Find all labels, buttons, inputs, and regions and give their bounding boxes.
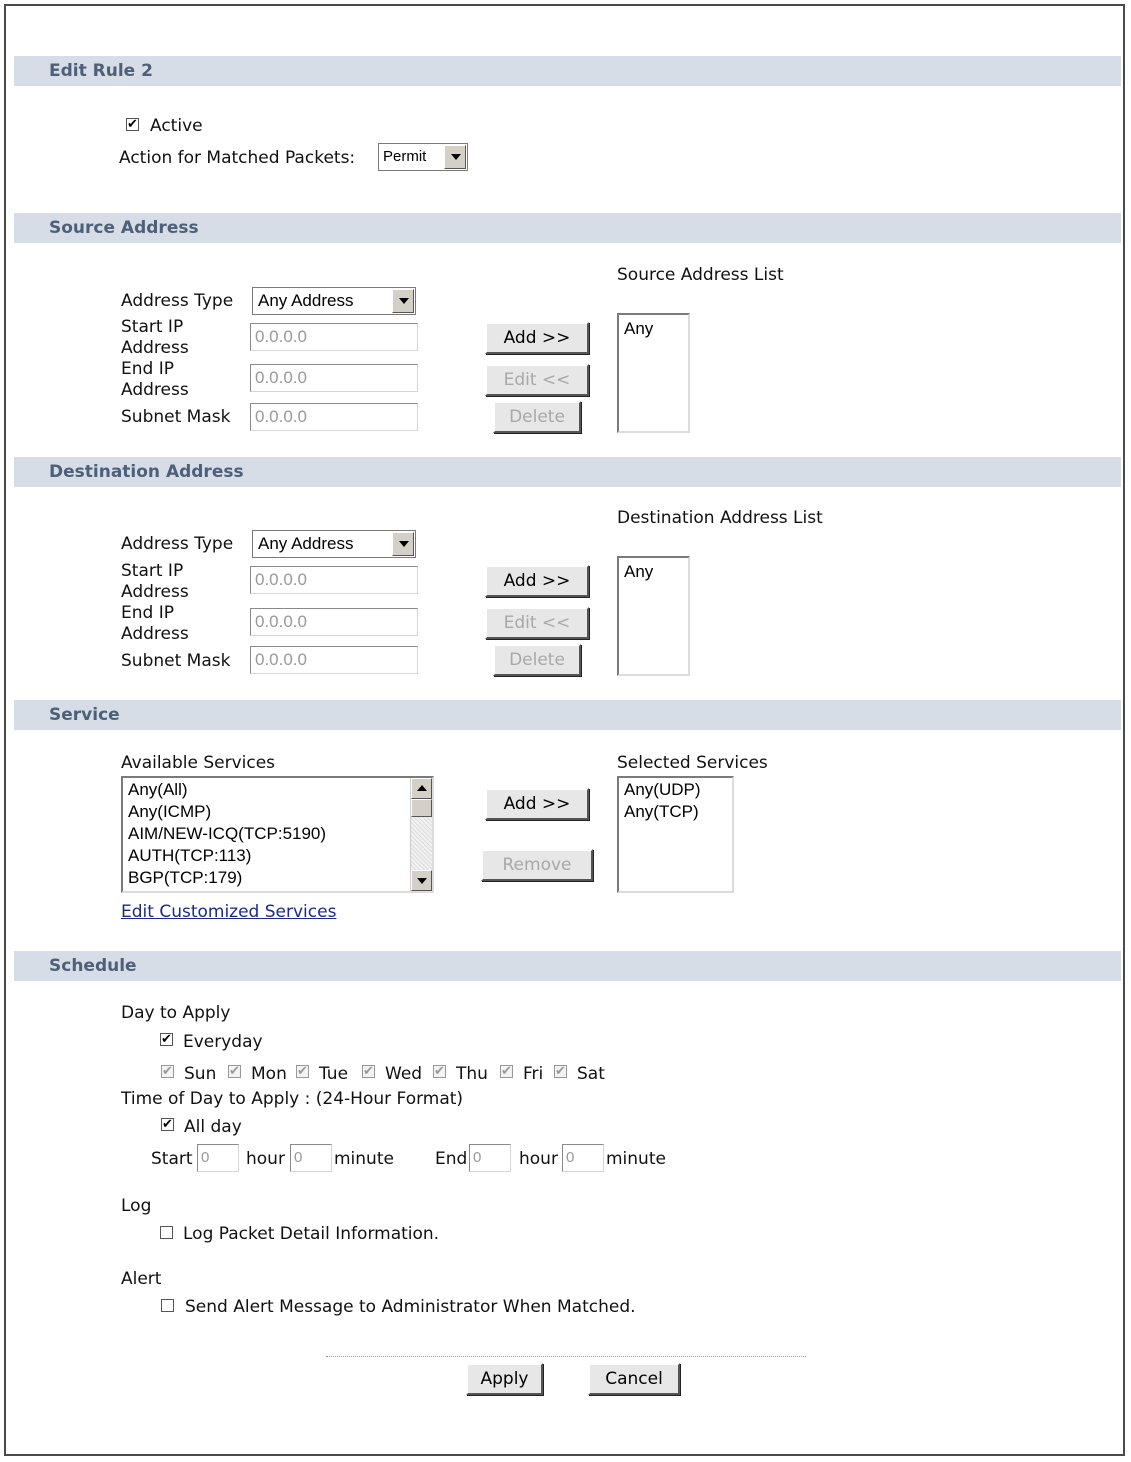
- section-title-destination: Destination Address: [49, 462, 244, 482]
- thu-checkbox[interactable]: [433, 1065, 446, 1078]
- section-title-schedule: Schedule: [49, 956, 137, 976]
- destination-end-ip-label-line1: End IP: [121, 603, 174, 623]
- destination-address-type-label: Address Type: [121, 534, 234, 554]
- service-add-button[interactable]: Add >>: [485, 788, 589, 820]
- source-end-ip-input[interactable]: 0.0.0.0: [250, 364, 418, 392]
- destination-address-type-value: Any Address: [258, 534, 354, 553]
- list-item[interactable]: Any(ICMP): [128, 802, 212, 821]
- footer-divider: [326, 1356, 806, 1357]
- source-start-ip-input[interactable]: 0.0.0.0: [250, 323, 418, 351]
- chevron-down-icon: [392, 289, 414, 313]
- mon-label: Mon: [251, 1064, 287, 1084]
- end-time-label: End: [435, 1149, 468, 1169]
- scroll-thumb[interactable]: [411, 799, 432, 817]
- source-edit-button[interactable]: Edit <<: [485, 364, 589, 396]
- destination-start-ip-input[interactable]: 0.0.0.0: [250, 566, 418, 594]
- time-of-day-label: Time of Day to Apply : (24-Hour Format): [121, 1089, 464, 1109]
- section-header-destination: [14, 457, 1121, 487]
- tue-label: Tue: [319, 1064, 349, 1084]
- list-item[interactable]: Any(All): [128, 780, 188, 799]
- start-minute-label: minute: [334, 1149, 394, 1169]
- sun-label: Sun: [184, 1064, 217, 1084]
- source-start-ip-label-line2: Address: [121, 338, 189, 358]
- list-item[interactable]: AUTH(TCP:113): [128, 846, 252, 865]
- log-title: Log: [121, 1196, 152, 1216]
- sat-label: Sat: [577, 1064, 605, 1084]
- action-select[interactable]: [378, 143, 468, 171]
- sat-checkbox[interactable]: [554, 1065, 567, 1078]
- fri-label: Fri: [523, 1064, 544, 1084]
- active-checkbox[interactable]: [126, 118, 139, 131]
- all-day-label: All day: [184, 1117, 242, 1137]
- list-item[interactable]: Any(UDP): [624, 780, 701, 799]
- sun-checkbox[interactable]: [161, 1065, 174, 1078]
- section-header-schedule: [14, 951, 1121, 981]
- destination-address-list[interactable]: [617, 556, 690, 676]
- source-end-ip-label: [121, 359, 189, 401]
- start-hour-input[interactable]: 0: [197, 1144, 239, 1172]
- day-to-apply-label: Day to Apply: [121, 1003, 231, 1023]
- alert-option-label: Send Alert Message to Administrator When Matched.: [185, 1297, 636, 1317]
- destination-start-ip-label: [121, 561, 189, 603]
- source-end-ip-label-line2: Address: [121, 380, 189, 400]
- destination-end-ip-label-line2: Address: [121, 624, 189, 644]
- source-end-ip-label-line1: End IP: [121, 359, 174, 379]
- end-minute-label: minute: [606, 1149, 666, 1169]
- destination-start-ip-label-line2: Address: [121, 582, 189, 602]
- wed-label: Wed: [385, 1064, 423, 1084]
- start-minute-input[interactable]: 0: [290, 1144, 332, 1172]
- list-item[interactable]: Any: [624, 319, 654, 338]
- action-label: Action for Matched Packets:: [119, 148, 356, 168]
- destination-end-ip-input[interactable]: 0.0.0.0: [250, 608, 418, 636]
- destination-add-button[interactable]: Add >>: [485, 565, 589, 597]
- fri-checkbox[interactable]: [500, 1065, 513, 1078]
- section-title-edit-rule: Edit Rule 2: [49, 61, 153, 81]
- source-delete-button[interactable]: Delete: [493, 401, 581, 433]
- cancel-button[interactable]: Cancel: [588, 1363, 680, 1395]
- destination-edit-button[interactable]: Edit <<: [485, 607, 589, 639]
- available-services-list[interactable]: [121, 776, 434, 893]
- source-address-type-value: Any Address: [258, 291, 354, 310]
- source-address-list[interactable]: [617, 313, 690, 433]
- everyday-checkbox[interactable]: [160, 1033, 173, 1046]
- section-header-service: [14, 700, 1121, 730]
- chevron-down-icon: [392, 532, 414, 556]
- source-list-title: Source Address List: [617, 265, 784, 285]
- source-subnet-label: Subnet Mask: [121, 407, 231, 427]
- scroll-track[interactable]: [411, 817, 432, 870]
- selected-services-title: Selected Services: [617, 753, 768, 773]
- destination-list-title: Destination Address List: [617, 508, 823, 528]
- source-add-button[interactable]: Add >>: [485, 322, 589, 354]
- tue-checkbox[interactable]: [296, 1065, 309, 1078]
- scroll-up-icon[interactable]: [411, 778, 432, 799]
- destination-address-type-select[interactable]: [252, 530, 416, 558]
- log-option-label: Log Packet Detail Information.: [183, 1224, 440, 1244]
- apply-button[interactable]: Apply: [466, 1363, 543, 1395]
- source-start-ip-label: [121, 317, 189, 359]
- end-hour-label: hour: [519, 1149, 558, 1169]
- thu-label: Thu: [456, 1064, 488, 1084]
- log-checkbox[interactable]: [160, 1226, 173, 1239]
- source-subnet-input[interactable]: 0.0.0.0: [250, 403, 418, 431]
- alert-checkbox[interactable]: [161, 1299, 174, 1312]
- section-title-service: Service: [49, 705, 120, 725]
- destination-subnet-input[interactable]: 0.0.0.0: [250, 646, 418, 674]
- list-item[interactable]: Any(TCP): [624, 802, 699, 821]
- source-start-ip-label-line1: Start IP: [121, 317, 184, 337]
- section-header-source: [14, 213, 1121, 243]
- available-services-title: Available Services: [121, 753, 276, 773]
- list-item[interactable]: AIM/NEW-ICQ(TCP:5190): [128, 824, 327, 843]
- destination-subnet-label: Subnet Mask: [121, 651, 231, 671]
- selected-services-list[interactable]: [617, 776, 734, 893]
- end-minute-input[interactable]: 0: [562, 1144, 604, 1172]
- destination-start-ip-label-line1: Start IP: [121, 561, 184, 581]
- active-label: Active: [150, 116, 203, 136]
- action-select-value: Permit: [383, 148, 427, 165]
- source-address-type-select[interactable]: [252, 287, 416, 315]
- destination-end-ip-label: [121, 603, 189, 645]
- list-item[interactable]: BGP(TCP:179): [128, 868, 243, 887]
- alert-title: Alert: [121, 1269, 162, 1289]
- mon-checkbox[interactable]: [228, 1065, 241, 1078]
- service-remove-button[interactable]: Remove: [481, 849, 593, 881]
- available-services-scrollbar[interactable]: [410, 778, 432, 891]
- scroll-down-icon[interactable]: [411, 870, 432, 891]
- edit-customized-services-link[interactable]: Edit Customized Services: [121, 902, 337, 922]
- everyday-label: Everyday: [183, 1032, 263, 1052]
- chevron-down-icon: [444, 145, 466, 169]
- start-time-label: Start: [151, 1149, 193, 1169]
- wed-checkbox[interactable]: [362, 1065, 375, 1078]
- destination-delete-button[interactable]: Delete: [493, 644, 581, 676]
- section-title-source: Source Address: [49, 218, 199, 238]
- start-hour-label: hour: [246, 1149, 285, 1169]
- section-header-edit-rule: [14, 56, 1121, 86]
- list-item[interactable]: Any: [624, 562, 654, 581]
- end-hour-input[interactable]: 0: [469, 1144, 511, 1172]
- source-address-type-label: Address Type: [121, 291, 234, 311]
- all-day-checkbox[interactable]: [161, 1118, 174, 1131]
